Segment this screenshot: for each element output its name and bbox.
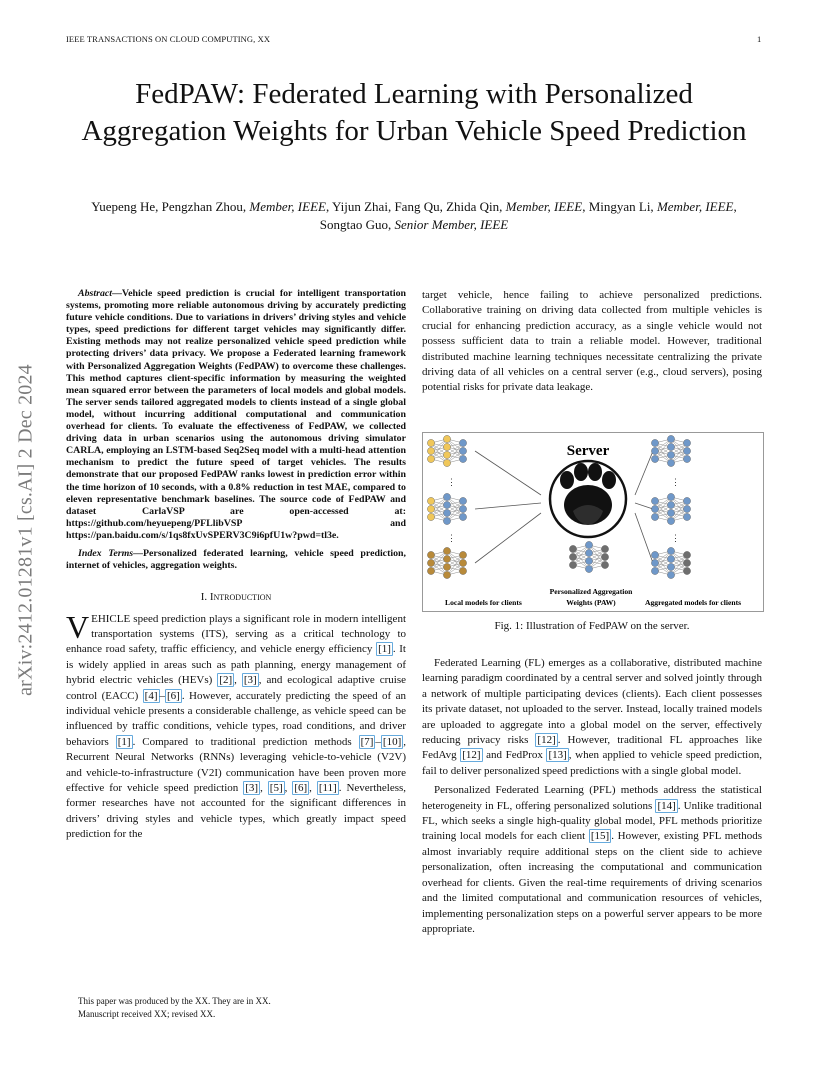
ellipsis-marker: ⋮ (671, 477, 680, 487)
intro-text: , (260, 782, 268, 795)
citation-link[interactable]: [14] (657, 799, 676, 812)
author-membership: Senior Member, IEEE (394, 217, 509, 232)
citation-link[interactable]: [12] (537, 734, 556, 747)
local-model-1-node (443, 435, 450, 442)
intro-paragraph-1-continued: target vehicle, hence failing to achieve personalized predictions. Collaborative training on driving data collected from multiple vehicles is crucial for enhancing prediction accuracy, as a single vehicle would not possess sufficient data to train a reliable model. However, traditional distributed machine learning techniques necessitate centralizing the private driving data of all vehicles on a central server (e.g., cloud servers), posing potential risks for private data leakage. (422, 289, 762, 394)
intro-text: Personalized Federated Learning (PFL) methods address the statistical heterogeneity in FL, offering personalized solutions (422, 784, 762, 812)
intro-text: and FedProx (482, 749, 547, 762)
agg-model-2-node (667, 509, 674, 516)
agg-model-3-node (667, 547, 674, 554)
citation-link[interactable]: [6] (167, 689, 180, 702)
local-model-2-node (459, 505, 466, 512)
intro-text: , (284, 782, 293, 795)
agg-model-3-node (667, 555, 674, 562)
citation-link[interactable]: [1] (117, 735, 131, 748)
local-model-2-node (443, 517, 450, 524)
intro-paragraph-2 (422, 656, 762, 779)
flow-arrow (635, 503, 653, 509)
intro-paragraph-3 (422, 783, 762, 937)
local-model-1-node (459, 447, 466, 454)
citation-link[interactable]: [15] (590, 830, 610, 843)
paw-model-node (585, 549, 592, 556)
local-model-3-node (427, 567, 434, 574)
paw-icon (550, 461, 626, 537)
aggregated-models-label: Aggregated models for clients (645, 598, 742, 607)
ellipsis-marker: ⋮ (447, 477, 456, 487)
intro-text: EHICLE speed prediction plays a significant role in modern intelligent transportation systems (ITS), serving as a critical technology to enhance road safety, traffic efficiency, and vehicle energy efficiency (66, 612, 406, 656)
local-models-label: Local models for clients (445, 598, 522, 607)
agg-model-3-node (651, 559, 658, 566)
ellipsis-marker: ⋮ (447, 533, 456, 543)
local-model-3-node (443, 547, 450, 554)
network-edges (431, 439, 687, 575)
flow-arrow (475, 451, 541, 495)
agg-model-3-node (683, 551, 690, 558)
footnote (78, 995, 398, 1021)
paw-model-node (585, 541, 592, 548)
paw-model-node (569, 545, 576, 552)
local-model-1-node (443, 459, 450, 466)
flow-arrow (475, 503, 541, 509)
page-number: 1 (757, 34, 762, 44)
intro-text: . Nevertheless, former researches have not accounted for the significant differences in drivers’ driving styles and vehicle types, which greatly impact speed prediction for the (66, 782, 407, 841)
local-model-1-node (427, 439, 434, 446)
fedpaw-diagram (423, 433, 763, 611)
citation-link[interactable]: [7] (360, 735, 374, 748)
paw-model-node (601, 553, 608, 560)
local-model-3-node (427, 559, 434, 566)
local-model-1-node (443, 443, 450, 450)
intro-text: – (159, 689, 165, 702)
agg-model-2-node (667, 493, 674, 500)
intro-text: . However, traditional FL approaches like FedAvg (422, 734, 763, 762)
agg-model-1-node (683, 439, 690, 446)
local-model-3-node (459, 551, 466, 558)
flow-arrow (475, 513, 541, 563)
drop-cap: V (66, 608, 90, 645)
arxiv-stamp-text: arXiv:2412.01281v1 [cs.AI] 2 Dec 2024 (14, 364, 37, 696)
agg-model-2-node (651, 497, 658, 504)
agg-model-3-node (683, 567, 690, 574)
agg-model-1-node (651, 447, 658, 454)
citation-link[interactable]: [5] (269, 782, 283, 795)
local-model-2-node (443, 509, 450, 516)
local-model-1-node (459, 439, 466, 446)
local-model-3-node (443, 555, 450, 562)
agg-model-3-node (683, 559, 690, 566)
intro-text: . However, accurately predicting the speed of an individual vehicle presents a considerable challenge, as vehicle speed can be influenced by traffic conditions, vehicle types, road conditions, and driver behaviors (66, 689, 406, 748)
agg-model-2-node (683, 513, 690, 520)
paw-model-node (569, 553, 576, 560)
index-terms-text: —Personalized federated learning, vehicle speed prediction, internet of vehicles, aggregation weights. (66, 547, 407, 572)
local-model-3-node (459, 567, 466, 574)
right-column (422, 288, 762, 400)
citation-link[interactable]: [1] (378, 643, 391, 656)
agg-model-2-node (651, 513, 658, 520)
intro-text: , (309, 782, 317, 795)
agg-model-2-node (683, 505, 690, 512)
paw-model-node (569, 561, 576, 568)
author-names: Yuepeng He, Pengzhan Zhou, (91, 199, 250, 214)
local-model-1-node (427, 447, 434, 454)
paw-label-line1: Personalized Aggregation (549, 587, 633, 596)
paper-title: FedPAW: Federated Learning with Personalized Aggregation Weights for Urban Vehicle Speed Prediction (81, 78, 747, 147)
local-model-2-node (459, 497, 466, 504)
author-list (82, 198, 746, 234)
figure-caption: Fig. 1: Illustration of FedPAW on the server. (494, 620, 690, 632)
local-model-2-node (427, 505, 434, 512)
abstract-text: —Vehicle speed prediction is crucial for intelligent transportation systems, promoting more reliable autonomous driving by accurately predicting future vehicle conditions. Due to variations in drivers’ driving styles and vehicle types, speed predictions for different target vehicles may significantly differ. Existing methods may not realize personalized vehicle speed prediction while protecting drivers’ data privacy. We propose a Federated learning framework with Personalized Aggregation Weights (FedPAW) to overcome these challenges. This method captures client-specific information by measuring the weighted mean squared error between the parameters of local models and global models. The server sends tailored aggregated models to clients instead of a single global model, without incurring additional computational and communication overhead for clients. To evaluate the effectiveness of FedPAW, we collected driving data in urban scenarios using the autonomous driving simulator CARLA, employing an LSTM-based Seq2Seq model with a multi-head attention mechanism to predict the future speed of target vehicles. The results demonstrate that our proposed FedPAW ranks lowest in prediction error within the time horizon of 10 seconds, with a 0.8% reduction in test MAE, compared to eleven representative benchmark baselines. The source code of FedPAW and dataset CarlaVSP are open-accessed at: https://github.com/heyuepeng/PFLlibVSP and https://pan.baidu.com/s/1qs8fxUvSPERV3C9i6pfU1w?pwd=tl3e. (66, 288, 406, 541)
index-terms (66, 548, 406, 572)
agg-model-2-node (651, 505, 658, 512)
citation-link[interactable]: [10] (382, 735, 402, 748)
flow-arrow (635, 451, 653, 495)
citation-link[interactable]: [6] (294, 782, 308, 795)
local-model-2-node (443, 493, 450, 500)
journal-header: IEEE TRANSACTIONS ON CLOUD COMPUTING, XX (66, 34, 271, 44)
intro-text: , Recurrent Neural Networks (RNNs) leveraging vehicle-to-vehicle (V2V) and vehicle-to-infrastructure (V2I) communication have been proven more effective for vehicle speed prediction (66, 735, 406, 795)
citation-link[interactable]: [11] (318, 782, 337, 795)
local-model-2-node (427, 497, 434, 504)
agg-model-1-node (667, 451, 674, 458)
footnote-line: Manuscript received XX; revised XX. (78, 1009, 216, 1019)
ellipsis-marker: ⋮ (671, 533, 680, 543)
agg-model-1-node (651, 439, 658, 446)
footnote-line: This paper was produced by the XX. They are in XX. (78, 996, 271, 1006)
intro-text: , (234, 674, 242, 687)
server-label: Server (566, 443, 610, 459)
intro-text: – (375, 735, 381, 748)
figure-1 (422, 432, 764, 612)
citation-link[interactable]: [4] (144, 689, 158, 702)
left-column (66, 288, 406, 847)
arxiv-stamp (6, 300, 46, 760)
agg-model-1-node (683, 455, 690, 462)
right-column-lower (422, 656, 762, 941)
local-model-3-node (443, 571, 450, 578)
agg-model-2-node (683, 497, 690, 504)
agg-model-3-node (667, 571, 674, 578)
local-model-2-node (459, 513, 466, 520)
local-model-1-node (459, 455, 466, 462)
paw-model-node (601, 545, 608, 552)
author-membership: Member, IEEE (249, 199, 326, 214)
paw-model-node (585, 557, 592, 564)
author-membership: Member, IEEE (505, 199, 583, 214)
agg-model-3-node (667, 563, 674, 570)
intro-text: . Compared to traditional prediction methods (132, 735, 359, 748)
intro-text: . However, existing PFL methods almost invariably require additional steps on the client side to achieve personalization, often increasing the computational and communication overhead for clients. Given the real-time requirements of driving scenarios and the limited computational and communication resources of vehicles, implementing personalization steps on a powerful server appears to be more appropriate. (422, 830, 762, 935)
agg-model-1-node (667, 435, 674, 442)
author-names: , Mingyan Li, (582, 199, 657, 214)
local-model-1-node (443, 451, 450, 458)
author-names: , Songtao Guo, (319, 199, 737, 232)
agg-model-3-node (651, 551, 658, 558)
local-model-3-node (459, 559, 466, 566)
intro-paragraph-1 (66, 608, 407, 843)
citation-link[interactable]: [13] (548, 749, 567, 762)
author-membership: Member, IEEE (656, 199, 734, 214)
agg-model-1-node (667, 443, 674, 450)
citation-link[interactable]: [2] (219, 674, 233, 687)
flow-arrow (635, 513, 653, 563)
local-model-1-node (427, 455, 434, 462)
agg-model-2-node (667, 501, 674, 508)
local-model-3-node (443, 563, 450, 570)
agg-model-1-node (667, 459, 674, 466)
local-model-3-node (427, 551, 434, 558)
paw-label-line2: Weights (PAW) (566, 598, 616, 607)
section-heading-introduction: I. Introduction (200, 591, 272, 604)
citation-link[interactable]: [12] (462, 749, 481, 762)
index-terms-label: Index Terms (78, 547, 134, 559)
author-names: , Yijun Zhai, Fang Qu, Zhida Qin, (325, 199, 506, 214)
abstract (66, 288, 406, 542)
intro-text: . It is widely applied in areas such as path planning, energy management of hybrid electric vehicles (HEVs) (66, 643, 406, 687)
paw-model-node (601, 561, 608, 568)
intro-text: , and ecological adaptive cruise control (EACC) (66, 674, 407, 702)
agg-model-3-node (651, 567, 658, 574)
intro-text: Federated Learning (FL) emerges as a collaborative, distributed machine learning paradigm coordinated by a central server and solved jointly through a network of multiple participating devices (clients). Each client possesses its private dataset, not uploaded to the server. Instead, locally trained models are uploaded to aggregate into a global model on the server, effectively reducing privacy risks (422, 657, 762, 747)
agg-model-1-node (683, 447, 690, 454)
local-model-2-node (443, 501, 450, 508)
paw-model-node (585, 565, 592, 572)
agg-model-1-node (651, 455, 658, 462)
intro-text: , when applied to vehicle speed prediction, fail to deliver personalized speed predictions with a single global model. (422, 749, 762, 777)
citation-link[interactable]: [3] (245, 782, 259, 795)
abstract-label: Abstract (78, 288, 113, 299)
intro-text: . Unlike traditional FL, which seeks a single high-quality global model, PFL methods prioritize training local models for each client (422, 799, 762, 843)
local-model-2-node (427, 513, 434, 520)
citation-link[interactable]: [3] (243, 674, 257, 687)
agg-model-2-node (667, 517, 674, 524)
